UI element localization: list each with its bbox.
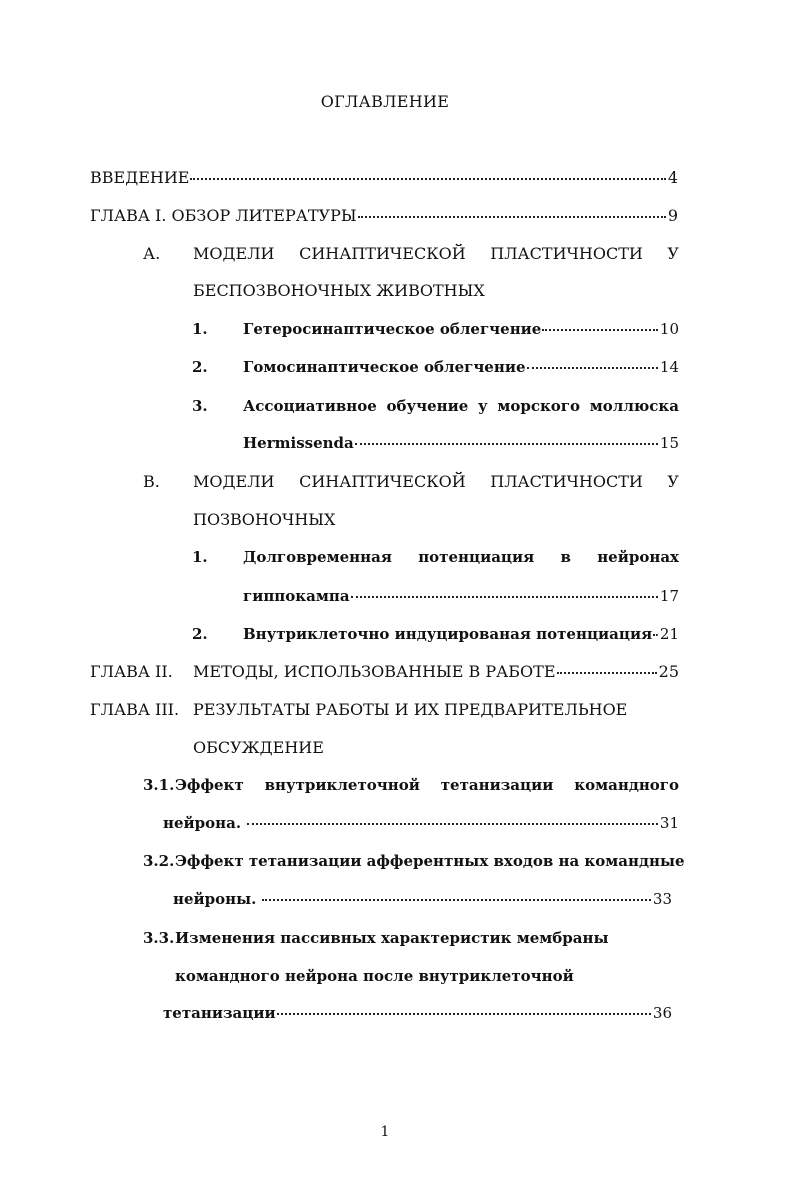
entry-number: 3.2.	[143, 852, 175, 870]
word: Долговременная	[243, 548, 392, 566]
toc-entry-text: МЕТОДЫ, ИСПОЛЬЗОВАННЫЕ В РАБОТЕ	[193, 662, 556, 681]
toc-entry-text: гиппокампа	[243, 587, 350, 605]
toc-page-number: 25	[658, 662, 679, 681]
toc-entry-chapter-1[interactable]	[90, 206, 678, 230]
entry-number: 3.	[192, 397, 208, 415]
entry-number: 3.1.	[143, 776, 175, 794]
toc-page-number: 36	[652, 1004, 672, 1022]
toc-page-number: 15	[659, 434, 679, 452]
toc-section-a-line2: БЕСПОЗВОНОЧНЫХ ЖИВОТНЫХ	[193, 281, 485, 300]
word: тетанизации	[440, 776, 554, 794]
word: морского	[497, 397, 581, 415]
toc-entry-b1-line2[interactable]	[243, 587, 679, 611]
word: МОДЕЛИ	[193, 244, 275, 263]
toc-entry-3-2[interactable]	[143, 852, 685, 876]
toc-entry-3-1-line2[interactable]	[163, 814, 679, 838]
entry-title-line1	[243, 397, 679, 415]
word: У	[667, 244, 679, 263]
toc-entry-text: ГЛАВА I. ОБЗОР ЛИТЕРАТУРЫ	[90, 206, 357, 225]
toc-entry-a1[interactable]	[192, 320, 679, 344]
word: СИНАПТИЧЕСКОЙ	[299, 472, 466, 491]
section-number: А.	[143, 244, 161, 263]
word: у	[478, 397, 488, 415]
entry-number: 2.	[192, 358, 208, 376]
toc-entry-chapter-3-line2: ОБСУЖДЕНИЕ	[193, 738, 324, 757]
toc-page-number: 14	[659, 358, 679, 376]
toc-section-a[interactable]	[143, 244, 679, 268]
toc-entry-a3[interactable]	[192, 397, 679, 421]
toc-entry-chapter-3[interactable]	[90, 700, 679, 724]
word: обучение	[386, 397, 469, 415]
word: нейронах	[597, 548, 679, 566]
toc-entry-b2[interactable]	[192, 625, 679, 649]
leader-dots	[358, 216, 666, 218]
toc-entry-a2[interactable]	[192, 358, 679, 382]
leader-dots	[262, 899, 651, 901]
toc-entry-3-2-line2[interactable]	[173, 890, 672, 914]
leader-dots	[542, 329, 658, 331]
word: Эффект	[175, 776, 244, 794]
toc-entry-3-3-line3[interactable]	[163, 1004, 672, 1028]
leader-dots	[247, 823, 658, 825]
toc-entry-text: Hermissenda	[243, 434, 354, 452]
section-title-line1	[193, 244, 679, 263]
entry-number: 1.	[192, 548, 208, 566]
toc-entry-text: Эффект тетанизации афферентных входов на командные	[175, 852, 685, 870]
toc-entry-text: нейрона.	[163, 814, 242, 832]
leader-dots	[527, 367, 658, 369]
toc-entry-3-3[interactable]	[143, 929, 609, 953]
leader-dots	[190, 178, 665, 180]
section-title-line1	[193, 472, 679, 491]
page-number: 1	[380, 1124, 390, 1140]
entry-title-line1	[175, 776, 679, 794]
word: потенциация	[418, 548, 535, 566]
word: СИНАПТИЧЕСКОЙ	[299, 244, 466, 263]
toc-entry-text: Внутриклеточно индуцированая потенциация	[243, 625, 653, 643]
toc-entry-b1[interactable]	[192, 548, 679, 572]
toc-page-number: 31	[659, 814, 679, 832]
word: моллюска	[589, 397, 679, 415]
word: ПЛАСТИЧНОСТИ	[490, 244, 643, 263]
leader-dots	[653, 634, 658, 636]
section-number: В.	[143, 472, 160, 491]
toc-page-number: 17	[659, 587, 679, 605]
toc-page-number: 10	[659, 320, 679, 338]
toc-entry-intro[interactable]	[90, 168, 678, 192]
toc-entry-3-3-line2: командного нейрона после внутриклеточной	[175, 967, 574, 985]
chapter-label: ГЛАВА III.	[90, 700, 180, 719]
toc-entry-text: Изменения пассивных характеристик мембраны	[175, 929, 609, 947]
toc-entry-text: нейроны.	[173, 890, 257, 908]
word: командного	[574, 776, 679, 794]
toc-entry-text: Гетеросинаптическое облегчение	[243, 320, 542, 338]
toc-page-number: 4	[667, 168, 678, 187]
word: внутриклеточной	[264, 776, 420, 794]
entry-title-line1	[243, 548, 679, 566]
toc-entry-chapter-2[interactable]	[90, 662, 679, 686]
chapter-label: ГЛАВА II.	[90, 662, 173, 681]
leader-dots	[355, 443, 658, 445]
page-title: ОГЛАВЛЕНИЕ	[320, 92, 450, 111]
entry-number: 1.	[192, 320, 208, 338]
leader-dots	[557, 672, 657, 674]
toc-entry-a3-line2[interactable]	[243, 434, 679, 458]
leader-dots	[277, 1013, 651, 1015]
word: ПЛАСТИЧНОСТИ	[490, 472, 643, 491]
entry-number: 3.3.	[143, 929, 175, 947]
toc-section-b[interactable]	[143, 472, 679, 496]
toc-entry-3-1[interactable]	[143, 776, 679, 800]
toc-entry-text: тетанизации	[163, 1004, 276, 1022]
leader-dots	[351, 596, 658, 598]
entry-number: 2.	[192, 625, 208, 643]
toc-section-b-line2: ПОЗВОНОЧНЫХ	[193, 510, 336, 529]
toc-entry-text: РЕЗУЛЬТАТЫ РАБОТЫ И ИХ ПРЕДВАРИТЕЛЬНОЕ	[193, 700, 628, 719]
toc-page-number: 33	[652, 890, 672, 908]
toc-entry-text: Гомосинаптическое облегчение	[243, 358, 526, 376]
word: МОДЕЛИ	[193, 472, 275, 491]
word: Ассоциативное	[243, 397, 377, 415]
toc-page-number: 9	[667, 206, 678, 225]
word: У	[667, 472, 679, 491]
toc-page-number: 21	[659, 625, 679, 643]
word: в	[560, 548, 571, 566]
toc-entry-text: ВВЕДЕНИЕ	[90, 168, 190, 187]
